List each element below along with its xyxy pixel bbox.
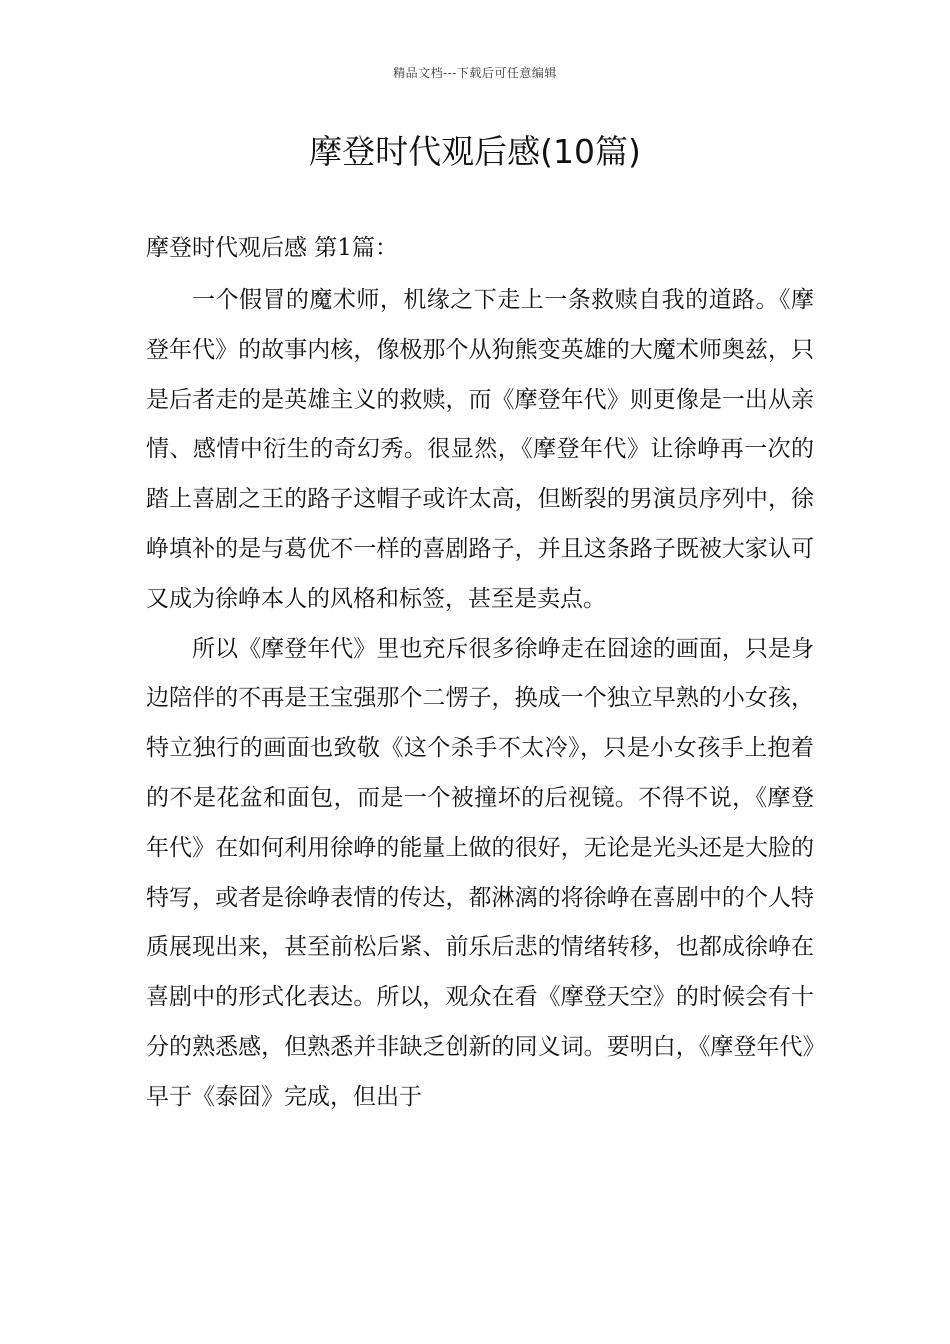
document-title: 摩登时代观后感(10篇) [309,132,641,171]
header-note: 精品文档---下载后可任意编辑 [393,66,557,80]
paragraph-2: 所以《摩登年代》里也充斥很多徐峥走在囧途的画面，只是身边陪伴的不再是王宝强那个二愣子，换成一个独立早熟的小女孩，特立独行的画面也致敬《这个杀手不太冷》，只是小女孩手上抱着的不是花盆和面包，而是一个被撞坏的后视镜。不得不说，《摩登年代》在如何利用徐峥的能量上做的很好，无论是光头还是大脸的特写，或者是徐峥表情的传达，都淋漓的将徐峥在喜剧中的个人特质展现出来，甚至前松后紧、前乐后悲的情绪转移，也都成徐峥在喜剧中的形式化表达。所以，观众在看《摩登天空》的时候会有十分的熟悉感，但熟悉并非缺乏创新的同义词。要明白，《摩登年代》早于《泰囧》完成，但出于 [146,635,814,1110]
section-heading: 摩登时代观后感 第1篇： [146,235,398,261]
body-text [146,276,814,1123]
paragraph-1: 一个假冒的魔术师，机缘之下走上一条救赎自我的道路。《摩登年代》的故事内核，像极那个从狗熊变英雄的大魔术师奥兹，只是后者走的是英雄主义的救赎，而《摩登年代》则更像是一出从亲情、感情中衍生的奇幻秀。很显然，《摩登年代》让徐峥再一次的踏上喜剧之王的路子这帽子或许太高，但断裂的男演员序列中，徐峥填补的是与葛优不一样的喜剧路子，并且这条路子既被大家认可又成为徐峥本人的风格和标签，甚至是卖点。 [146,287,814,612]
